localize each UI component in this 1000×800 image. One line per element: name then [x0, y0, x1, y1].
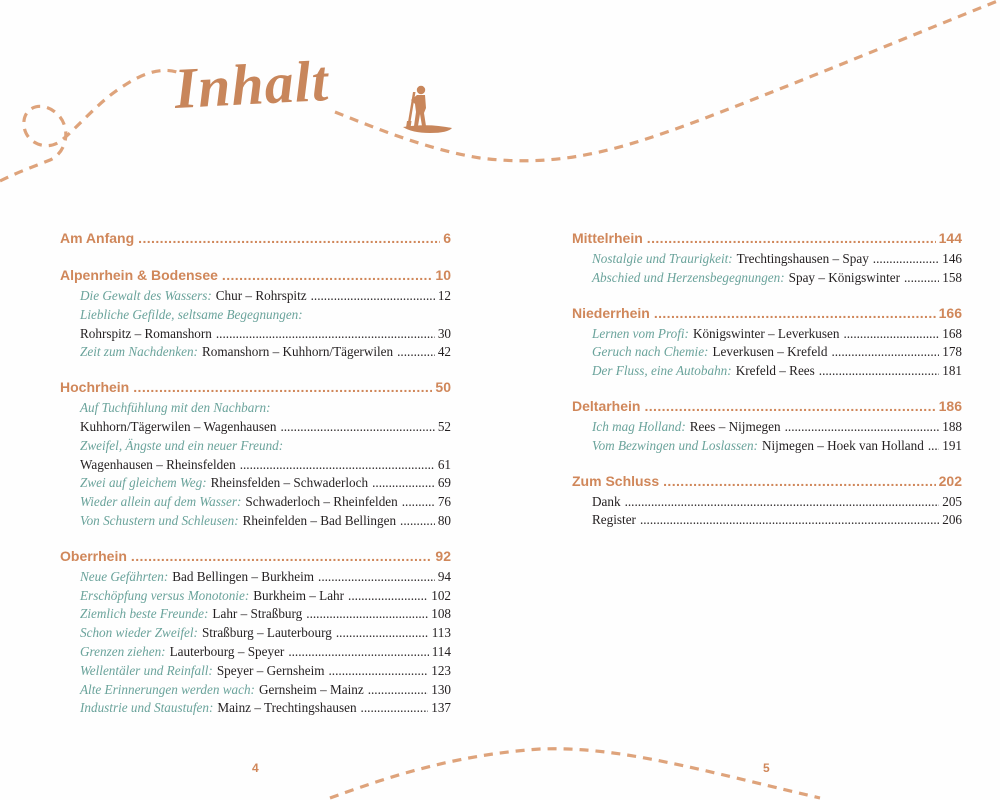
toc-entry-chapter-title: Wieder allein auf dem Wasser:: [80, 494, 242, 510]
dot-leader: [873, 250, 939, 269]
dot-leader: [654, 301, 936, 325]
toc-entry-row: [572, 418, 962, 437]
toc-entry-row: [572, 493, 962, 512]
toc-entry-page-number: 12: [437, 288, 451, 303]
toc-section: [572, 394, 962, 456]
toc-entry-page-number: 188: [942, 418, 962, 434]
toc-entry-chapter-title: Ich mag Holland:: [592, 418, 686, 434]
toc-entry-route: Lauterbourg – Speyer: [169, 643, 285, 659]
toc-section: [60, 544, 451, 718]
toc-entry-row: [60, 343, 451, 362]
page-title: Inhalt: [172, 48, 331, 121]
dot-leader: [216, 325, 435, 344]
toc-entry-row: [60, 681, 451, 700]
dot-leader: [133, 375, 432, 399]
toc-entry-chapter-title: Industrie und Staustufen:: [80, 700, 214, 716]
toc-entry-row: [60, 643, 451, 662]
toc-entry-row: [60, 587, 451, 606]
toc-entry-row: [60, 325, 451, 344]
toc-entry-row: [60, 287, 451, 306]
dot-leader: [625, 493, 940, 512]
dot-leader: [131, 544, 433, 568]
toc-entry-row: [60, 474, 451, 493]
dot-leader: [361, 699, 429, 718]
dot-leader: [348, 587, 428, 606]
dot-leader: [240, 456, 435, 475]
dot-leader: [329, 662, 429, 681]
toc-heading-page-number: 6: [443, 230, 451, 246]
toc-entry-row: [60, 399, 451, 418]
toc-heading-page-number: 166: [938, 304, 962, 321]
dot-leader: [318, 568, 435, 587]
toc-entry-row: [60, 624, 451, 643]
toc-heading-row: [60, 375, 451, 399]
toc-entry-route: Chur – Rohrspitz: [215, 288, 307, 303]
toc-entry-route: Spay – Königswinter: [788, 269, 900, 285]
toc-entry-chapter-title: Zeit zum Nachdenken:: [80, 344, 198, 360]
toc-entry-route: Dank: [592, 493, 621, 509]
stand-up-paddler-icon: [403, 86, 452, 133]
toc-section: [60, 375, 451, 531]
toc-entry-page-number: 52: [437, 418, 451, 434]
dot-leader: [819, 362, 939, 381]
toc-entry-route: Rheinfelden – Bad Bellingen: [242, 512, 397, 528]
toc-entry-chapter-title: Neue Gefährten:: [80, 568, 169, 584]
toc-entry-row: [572, 325, 962, 344]
dot-leader: [785, 418, 940, 437]
dot-leader: [311, 287, 435, 306]
toc-entry-route: Burkheim – Lahr: [253, 587, 345, 603]
toc-entry-chapter-title: Lernen vom Profi:: [592, 325, 689, 341]
toc-entry-route: Nijmegen – Hoek van Holland: [761, 437, 924, 453]
toc-entry-row: [60, 306, 451, 325]
toc-heading: Oberrhein: [60, 547, 127, 564]
dot-leader: [400, 512, 435, 531]
toc-section: [60, 263, 451, 362]
toc-entry-row: [60, 418, 451, 437]
toc-heading: Hochrhein: [60, 379, 130, 396]
toc-column-right: [572, 226, 962, 543]
toc-entry-chapter-title: Grenzen ziehen:: [80, 643, 166, 659]
toc-entry-route: Rees – Nijmegen: [689, 418, 781, 434]
toc-entry-page-number: 102: [431, 587, 451, 603]
toc-entry-page-number: 80: [437, 512, 451, 528]
dot-leader: [831, 343, 939, 362]
toc-entry-chapter-title: Auf Tuchfühlung mit den Nachbarn:: [80, 400, 271, 416]
toc-entry-page-number: 168: [942, 325, 962, 341]
dot-leader: [280, 418, 434, 437]
toc-entry-page-number: 146: [942, 251, 962, 266]
toc-entry-chapter-title: Abschied und Herzensbegegnungen:: [592, 269, 785, 285]
toc-entry-page-number: 94: [437, 568, 451, 584]
toc-entry-chapter-title: Der Fluss, eine Autobahn:: [592, 363, 732, 379]
toc-heading: Zum Schluss: [572, 472, 660, 489]
toc-entry-row: [572, 437, 962, 456]
toc-entry-page-number: 76: [437, 494, 451, 510]
dot-leader: [644, 394, 935, 418]
toc-entry-page-number: 191: [942, 437, 962, 453]
dashed-route-line-top-left: [0, 70, 182, 181]
toc-entry-chapter-title: Zwei auf gleichem Weg:: [80, 475, 207, 491]
toc-entry-page-number: 108: [431, 606, 451, 622]
toc-heading-row: [60, 544, 451, 568]
toc-entry-page-number: 205: [942, 493, 962, 509]
toc-heading-page-number: 10: [435, 267, 451, 283]
dot-leader: [904, 269, 939, 288]
toc-entry-route: Register: [592, 512, 636, 528]
toc-entry-chapter-title: Zweifel, Ängste und ein neuer Freund:: [80, 437, 284, 453]
toc-entry-row: [60, 699, 451, 718]
toc-entry-chapter-title: Die Gewalt des Wassers:: [80, 288, 212, 303]
toc-heading: Alpenrhein & Bodensee: [60, 267, 218, 283]
toc-heading-row: [572, 394, 962, 418]
toc-entry-row: [572, 511, 962, 530]
toc-heading: Mittelrhein: [572, 230, 643, 246]
toc-entry-row: [572, 343, 962, 362]
toc-heading-page-number: 186: [938, 397, 962, 414]
toc-heading-row: [572, 301, 962, 325]
toc-entry-row: [60, 437, 451, 456]
toc-entry-row: [572, 250, 962, 269]
toc-heading-row: [60, 226, 451, 250]
toc-entry-page-number: 158: [942, 269, 962, 285]
dot-leader: [928, 437, 939, 456]
toc-section: [572, 301, 962, 381]
dot-leader: [397, 343, 435, 362]
toc-entry-row: [60, 493, 451, 512]
toc-entry-route: Straßburg – Lauterbourg: [201, 625, 332, 641]
toc-entry-page-number: 114: [431, 643, 451, 659]
dot-leader: [138, 226, 440, 250]
toc-entry-route: Trechtingshausen – Spay: [736, 251, 869, 266]
toc-entry-page-number: 178: [942, 344, 962, 360]
toc-entry-chapter-title: Geruch nach Chemie:: [592, 344, 709, 360]
toc-entry-page-number: 130: [431, 681, 451, 697]
toc-entry-row: [60, 662, 451, 681]
page-number-right: 5: [763, 761, 770, 775]
dot-leader: [843, 325, 939, 344]
toc-entry-chapter-title: Wellentäler und Reinfall:: [80, 662, 213, 678]
toc-entry-route: Romanshorn – Kuhhorn/Tägerwilen: [201, 344, 394, 360]
dot-leader: [640, 511, 939, 530]
dot-leader: [663, 469, 936, 493]
toc-entry-chapter-title: Erschöpfung versus Monotonie:: [80, 587, 250, 603]
toc-entry-row: [60, 512, 451, 531]
toc-entry-chapter-title: Von Schustern und Schleusen:: [80, 512, 239, 528]
toc-entry-page-number: 69: [437, 475, 451, 491]
dot-leader: [368, 681, 429, 700]
toc-section: [60, 226, 451, 250]
toc-heading-page-number: 50: [435, 379, 451, 396]
dot-leader: [288, 643, 428, 662]
toc-entry-page-number: 30: [437, 325, 451, 341]
toc-column-left: [60, 226, 451, 731]
toc-entry-route: Rohrspitz – Romanshorn: [80, 325, 212, 341]
toc-entry-route: Gernsheim – Mainz: [258, 681, 364, 697]
toc-section: [572, 469, 962, 531]
toc-entry-chapter-title: Schon wieder Zweifel:: [80, 625, 198, 641]
toc-entry-route: Schwaderloch – Rheinfelden: [245, 494, 398, 510]
toc-section: [572, 226, 962, 288]
toc-entry-chapter-title: Nostalgie und Traurigkeit:: [592, 251, 733, 266]
toc-heading-row: [572, 469, 962, 493]
toc-heading-page-number: 144: [938, 230, 962, 246]
toc-entry-page-number: 113: [431, 625, 451, 641]
dot-leader: [306, 605, 428, 624]
toc-entry-page-number: 206: [942, 512, 962, 528]
toc-entry-chapter-title: Liebliche Gefilde, seltsame Begegnungen:: [80, 306, 303, 322]
toc-entry-route: Lahr – Straßburg: [212, 606, 303, 622]
toc-entry-page-number: 137: [431, 700, 451, 716]
dashed-route-line-bottom: [330, 749, 820, 798]
toc-entry-route: Bad Bellingen – Burkheim: [172, 568, 315, 584]
toc-entry-row: [572, 269, 962, 288]
toc-heading: Am Anfang: [60, 230, 135, 246]
toc-entry-route: Kuhhorn/Tägerwilen – Wagenhausen: [80, 418, 277, 434]
toc-entry-chapter-title: Vom Bezwingen und Loslassen:: [592, 437, 758, 453]
toc-entry-route: Königswinter – Leverkusen: [692, 325, 840, 341]
toc-entry-row: [60, 605, 451, 624]
dot-leader: [372, 474, 435, 493]
toc-entry-route: Wagenhausen – Rheinsfelden: [80, 456, 236, 472]
toc-entry-route: Rheinsfelden – Schwaderloch: [210, 475, 369, 491]
toc-entry-route: Leverkusen – Krefeld: [712, 344, 828, 360]
toc-entry-row: [60, 456, 451, 475]
toc-heading-row: [60, 263, 451, 287]
toc-entry-chapter-title: Ziemlich beste Freunde:: [80, 606, 209, 622]
toc-entry-page-number: 123: [431, 662, 451, 678]
toc-entry-route: Krefeld – Rees: [735, 363, 815, 379]
dot-leader: [647, 226, 936, 250]
dashed-route-line-top-right: [335, 0, 1000, 161]
dot-leader: [336, 624, 429, 643]
toc-entry-route: Speyer – Gernsheim: [216, 662, 325, 678]
toc-heading-page-number: 202: [938, 472, 962, 489]
dot-leader: [222, 263, 433, 287]
toc-entry-page-number: 61: [437, 456, 451, 472]
toc-entry-route: Mainz – Trechtingshausen: [217, 700, 357, 716]
toc-heading-row: [572, 226, 962, 250]
toc-heading: Niederrhein: [572, 304, 650, 321]
toc-entry-page-number: 181: [942, 363, 962, 379]
toc-entry-row: [572, 362, 962, 381]
toc-heading-page-number: 92: [435, 547, 451, 564]
dot-leader: [402, 493, 435, 512]
page-number-left: 4: [252, 761, 259, 775]
toc-entry-page-number: 42: [437, 344, 451, 360]
toc-heading: Deltarhein: [572, 397, 641, 414]
toc-entry-row: [60, 568, 451, 587]
toc-entry-chapter-title: Alte Erinnerungen werden wach:: [80, 681, 255, 697]
